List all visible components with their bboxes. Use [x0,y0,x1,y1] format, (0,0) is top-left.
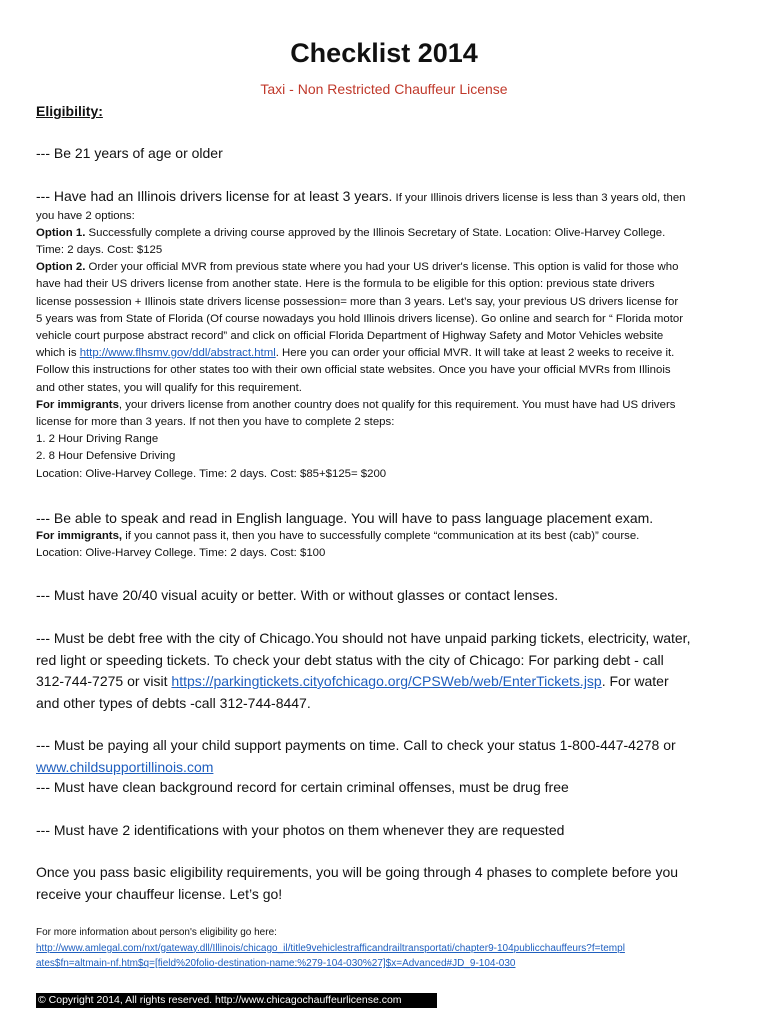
license-location: Location: Olive-Harvey College. Time: 2 days. Cost: $85+$125= $200 [36,467,387,480]
child-support-line1: --- Must be paying all your child support payments on time. Call to check your status 1-800-447-4278 or [36,737,676,753]
more-info-label: For more information about person's eligibility go here: [36,927,277,938]
option1-line2: Time: 2 days. Cost: $125 [36,243,163,256]
option2-label: Option 2. [36,261,86,274]
english-location: Location: Olive-Harvey College. Time: 2 days. Cost: $100 [36,547,326,560]
option2-line4: 5 years was from State of Florida (Of course nowadays you hold Illinois drivers license). Go online and search for “ Florida motor [36,312,684,325]
english-lead: --- Be able to speak and read in English language. You will have to pass language placement exam. [36,510,654,526]
debt-line1: --- Must be debt free with the city of Chicago.You should not have unpaid parking tickets, electricity, water, [36,630,691,646]
immigrants-line1: , your drivers license from another country does not qualify for this requirement. You must have had US drivers [118,398,676,411]
more-info [36,925,748,972]
option2-line6-pre: which is [36,347,80,360]
license-lead-rest: If your Illinois drivers license is less than 3 years old, then [392,192,686,204]
option2-line7: Follow this instructions for other states too with their own official state websites. Once you have your official MVRs from Illinois [36,364,671,377]
debt-line4: and other types of debts -call 312-744-8447. [36,694,311,711]
debt-requirement [36,628,748,714]
copyright-footer: © Copyright 2014, All rights reserved. http://www.chicagochauffeurlicense.com [36,993,437,1008]
english-immigrants-line1: if you cannot pass it, then you have to successfully complete “communication at its best (cab)” course. [122,530,640,542]
option2-line8: and other states, you will qualify for this requirement. [36,381,302,394]
closing-line1: Once you pass basic eligibility requirements, you will be going through 4 phases to complete before you [36,864,679,880]
amlegal-link-line1[interactable]: http://www.amlegal.com/nxt/gateway.dll/Illinois/chicago_il/title9vehiclestrafficandrailtransportati/chapter9-104publicchauffeurs?f=templ [36,942,625,954]
step-defensive-driving: 2. 8 Hour Defensive Driving [36,450,176,463]
option2-line5: vehicle court purpose abstract record” and click on official Florida Department of Highway Safety and Motor Vehicles website [36,329,664,342]
page-title: Checklist 2014 [290,38,478,68]
flhsmv-abstract-link[interactable]: http://www.flhsmv.gov/ddl/abstract.html [79,347,276,360]
age-requirement: --- Be 21 years of age or older [36,145,223,161]
option2-line1: Order your official MVR from previous state where you had your US driver's license. This option is valid for those who [85,261,679,274]
immigrants-label: For immigrants [36,398,119,411]
debt-line3-post: . For water [601,673,669,689]
license-requirement [36,186,748,483]
identifications-requirement: --- Must have 2 identifications with your photos on them whenever they are requested [36,822,565,838]
step-driving-range: 1. 2 Hour Driving Range [36,433,159,446]
closing-paragraph [36,862,748,905]
english-immigrants-label: For immigrants, [36,530,123,542]
page-subtitle: Taxi - Non Restricted Chauffeur License [260,81,508,97]
english-requirement [36,508,748,562]
child-support-link[interactable]: www.childsupportillinois.com [36,758,214,775]
option2-line6-post: . Here you can order your official MVR. It will take at least 2 weeks to receive it. [275,347,675,360]
amlegal-link-line2[interactable]: ates$fn=altmain-nf.htm$q=[field%20folio-destination-name:%279-104-030%27]$x=Advanced#JD_9-104-030 [36,958,516,970]
debt-line2: red light or speeding tickets. To check your debt status with the city of Chicago: For parking debt - call [36,651,664,668]
eligibility-heading: Eligibility: [36,103,103,119]
child-support-requirement [36,735,748,778]
debt-line3-pre: 312-744-7275 or visit [36,673,172,689]
option2-line3: license possession + Illinois state drivers license possession= more than 3 years. Let’s say, your previous US drivers license for [36,295,679,308]
vision-requirement: --- Must have 20/40 visual acuity or better. With or without glasses or contact lenses. [36,587,559,603]
closing-line2: receive your chauffeur license. Let’s go! [36,885,283,902]
license-line2: you have 2 options: [36,209,135,222]
background-requirement: --- Must have clean background record for certain criminal offenses, must be drug free [36,779,569,795]
license-lead: --- Have had an Illinois drivers license for at least 3 years. [36,188,393,204]
option1-label: Option 1. [36,226,86,239]
option1-line1: Successfully complete a driving course approved by the Illinois Secretary of State. Location: Olive-Harvey College. [85,226,666,239]
option2-line2: have had their US drivers license from another state. Here is the formula to be eligible for this option: previous state drivers [36,278,655,291]
immigrants-line2: license for more than 3 years. If not then you have to complete 2 steps: [36,415,395,428]
parking-tickets-link[interactable]: https://parkingtickets.cityofchicago.org/CPSWeb/web/EnterTickets.jsp [171,673,602,689]
